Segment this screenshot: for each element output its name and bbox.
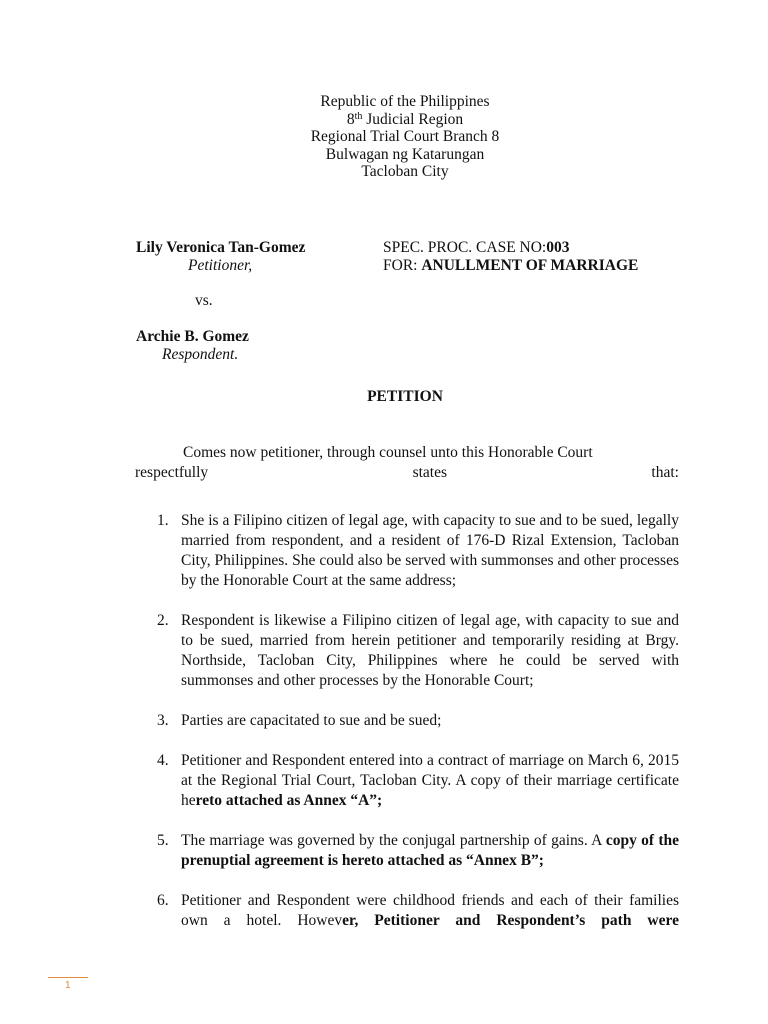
item-text: Parties are capacitated to sue and be sued; <box>181 712 442 729</box>
intro-line-1: Comes now petitioner, through counsel unto this Honorable Court <box>183 444 593 461</box>
item-text: Petitioner and Respondent were childhood friends and each of their families own a hotel. Howev <box>181 892 679 929</box>
region-number: 8 <box>346 110 355 128</box>
item-text: Petitioner and Respondent entered into a contract of marriage on March 6, 2015 at the Regional Trial Court, Tacloban City. A copy of their marriage certificate he <box>181 752 679 809</box>
allegation-item <box>135 611 679 691</box>
header-line-court: Regional Trial Court Branch 8 <box>310 128 500 145</box>
item-number: 1. <box>157 512 169 529</box>
region-label: Judicial Region <box>362 110 464 128</box>
allegation-item <box>135 711 679 731</box>
case-number-label: SPEC. PROC. CASE NO: <box>383 239 547 256</box>
item-text: Respondent is likewise a Filipino citizen of legal age, with capacity to sue and to be sued, married from herein petitioner and temporarily residing at Brgy. Northside, Tacloban City, Philippines where he could be served with summonses and other processes by the Honorable Court; <box>181 612 679 689</box>
allegation-item <box>135 891 679 931</box>
header-line-city: Tacloban City <box>361 163 449 180</box>
respondent-name: Archie B. Gomez <box>136 328 249 345</box>
allegation-item <box>135 751 679 811</box>
petitioner-name: Lily Veronica Tan-Gomez <box>136 239 306 256</box>
case-subject-label: FOR: <box>383 257 422 274</box>
respondent-role: Respondent. <box>162 346 239 363</box>
header-line-republic: Republic of the Philippines <box>320 93 490 110</box>
intro-word-that: that: <box>651 464 679 481</box>
footer-rule <box>48 977 88 978</box>
item-number: 6. <box>157 892 169 909</box>
intro-word-respectfully: respectfully <box>135 464 209 481</box>
intro-word-states: states <box>412 464 448 481</box>
item-number: 3. <box>157 712 169 729</box>
petitioner-role: Petitioner, <box>188 257 253 274</box>
versus-label: vs. <box>195 292 213 309</box>
allegation-item <box>135 831 679 871</box>
item-number: 4. <box>157 752 169 769</box>
region-suffix: th <box>354 110 363 122</box>
intro-line-2 <box>135 463 679 483</box>
item-text: She is a Filipino citizen of legal age, with capacity to sue and to be sued, legally married from respondent, and a resident of 176-D Rizal Extension, Tacloban City, Philippines. She could also be served with summonses and other processes by the Honorable Court at the same address; <box>181 512 679 589</box>
court-header <box>0 93 768 181</box>
item-number: 2. <box>157 612 169 629</box>
document-title: PETITION <box>367 388 443 405</box>
item-text: The marriage was governed by the conjugal partnership of gains. A <box>181 832 606 849</box>
header-line-region <box>0 111 768 129</box>
item-text-emphasis: reto attached as Annex “A”; <box>195 792 383 809</box>
header-line-hall: Bulwagan ng Katarungan <box>325 145 485 163</box>
case-subject-line <box>383 256 638 276</box>
case-number-value: 003 <box>546 239 570 256</box>
page-number: 1 <box>65 980 71 991</box>
item-number: 5. <box>157 832 169 849</box>
case-number-line <box>383 238 569 258</box>
case-subject-value: ANULLMENT OF MARRIAGE <box>421 257 639 274</box>
allegations-list <box>135 511 679 931</box>
item-text-emphasis: copy of the prenuptial agreement is hereto attached as “Annex B”; <box>181 832 679 869</box>
allegation-item <box>135 511 679 591</box>
item-text-emphasis: er, Petitioner and Respondent’s path were <box>342 912 679 929</box>
